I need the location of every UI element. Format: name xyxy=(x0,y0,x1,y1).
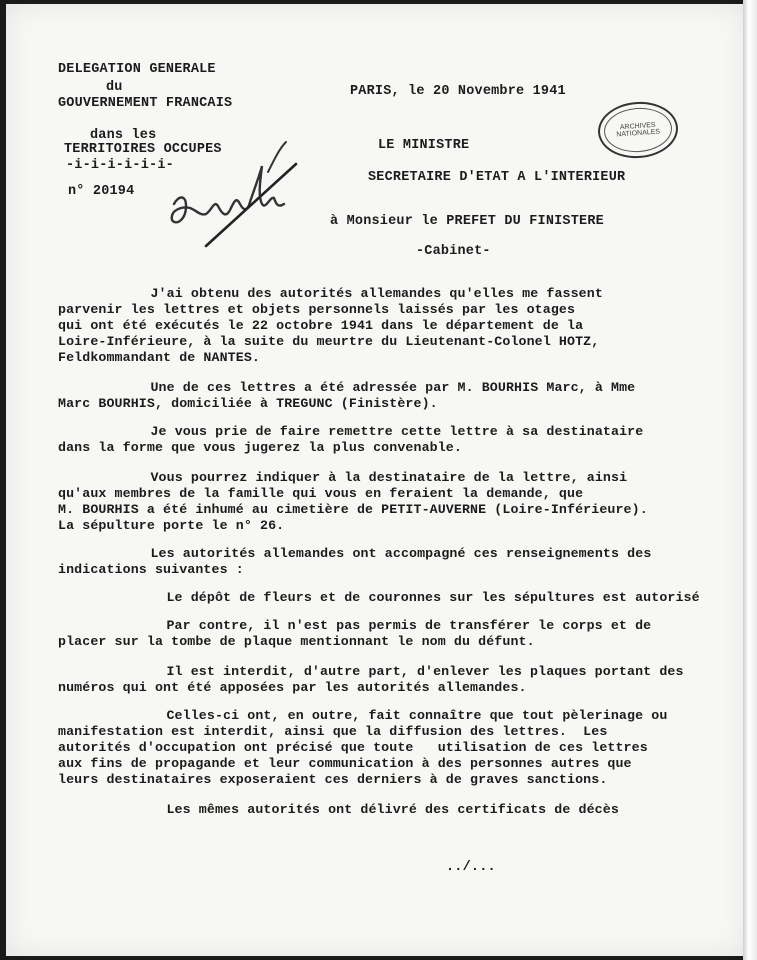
org-line-2: du xyxy=(106,80,123,95)
page-edge xyxy=(743,0,757,960)
body-line: La sépulture porte le n° 26. xyxy=(58,518,285,533)
body-line: parvenir les lettres et objets personnels laissés par les otages xyxy=(58,302,576,317)
body-line: indications suivantes : xyxy=(58,562,244,577)
place-date: PARIS, le 20 Novembre 1941 xyxy=(350,84,566,99)
body-line: Marc BOURHIS, domiciliée à TREGUNC (Finistère). xyxy=(58,396,438,411)
sender-line-1: LE MINISTRE xyxy=(378,138,470,153)
continuation-mark: ../... xyxy=(446,860,496,875)
recipient-line-2: -Cabinet- xyxy=(416,244,491,259)
body-line: qu'aux membres de la famille qui vous en feraient la demande, que xyxy=(58,486,584,501)
reference-number: n° 20194 xyxy=(68,184,135,199)
body-line: manifestation est interdit, ainsi que la diffusion des lettres. Les xyxy=(58,724,608,739)
body-line: Les autorités allemandes ont accompagné ces renseignements des xyxy=(102,546,652,561)
body-line: autorités d'occupation ont précisé que toute utilisation de ces lettres xyxy=(58,740,648,755)
handwritten-signature xyxy=(156,134,316,254)
body-line: Vous pourrez indiquer à la destinataire de la lettre, ainsi xyxy=(102,470,628,485)
letter-page xyxy=(6,4,746,956)
body-line: Le dépôt de fleurs et de couronnes sur les sépultures est autorisé xyxy=(118,590,700,605)
org-line-4: dans les xyxy=(90,128,157,143)
body-line: J'ai obtenu des autorités allemandes qu'elles me fassent xyxy=(102,286,603,301)
org-line-6: -i-i-i-i-i-i- xyxy=(66,158,174,173)
recipient-line-1: à Monsieur le PREFET DU FINISTERE xyxy=(330,214,604,229)
body-line: aux fins de propagande et leur communication à des personnes autres que xyxy=(58,756,632,771)
body-line: qui ont été exécutés le 22 octobre 1941 dans le département de la xyxy=(58,318,584,333)
body-line: numéros qui ont été apposées par les autorités allemandes. xyxy=(58,680,527,695)
body-line: Je vous prie de faire remettre cette lettre à sa destinataire xyxy=(102,424,644,439)
body-line: dans la forme que vous jugerez la plus convenable. xyxy=(58,440,462,455)
body-line: Les mêmes autorités ont délivré des certificats de décès xyxy=(118,802,619,817)
body-line: Une de ces lettres a été adressée par M. BOURHIS Marc, à Mme xyxy=(102,380,636,395)
body-line: Loire-Inférieure, à la suite du meurtre du Lieutenant-Colonel HOTZ, xyxy=(58,334,600,349)
org-line-1: DELEGATION GENERALE xyxy=(58,62,216,77)
body-line: M. BOURHIS a été inhumé au cimetière de PETIT-AUVERNE (Loire-Inférieure). xyxy=(58,502,648,517)
body-line: Il est interdit, d'autre part, d'enlever les plaques portant des xyxy=(118,664,684,679)
stamp-line-2: NATIONALES xyxy=(616,128,661,139)
org-line-3: GOUVERNEMENT FRANCAIS xyxy=(58,96,233,111)
stamp-line-1: ARCHIVES xyxy=(619,121,656,132)
body-line: Celles-ci ont, en outre, fait connaître que tout pèlerinage ou xyxy=(118,708,668,723)
body-line: leurs destinataires exposeraient ces derniers à de graves sanctions. xyxy=(58,772,608,787)
stamp-ring xyxy=(603,106,674,155)
org-line-5: TERRITOIRES OCCUPES xyxy=(64,142,222,157)
body-line: Feldkommandant de NANTES. xyxy=(58,350,260,365)
body-line: placer sur la tombe de plaque mentionnant le nom du défunt. xyxy=(58,634,535,649)
body-line: Par contre, il n'est pas permis de transférer le corps et de xyxy=(118,618,652,633)
archive-stamp xyxy=(596,99,680,160)
sender-line-2: SECRETAIRE D'ETAT A L'INTERIEUR xyxy=(368,170,626,185)
